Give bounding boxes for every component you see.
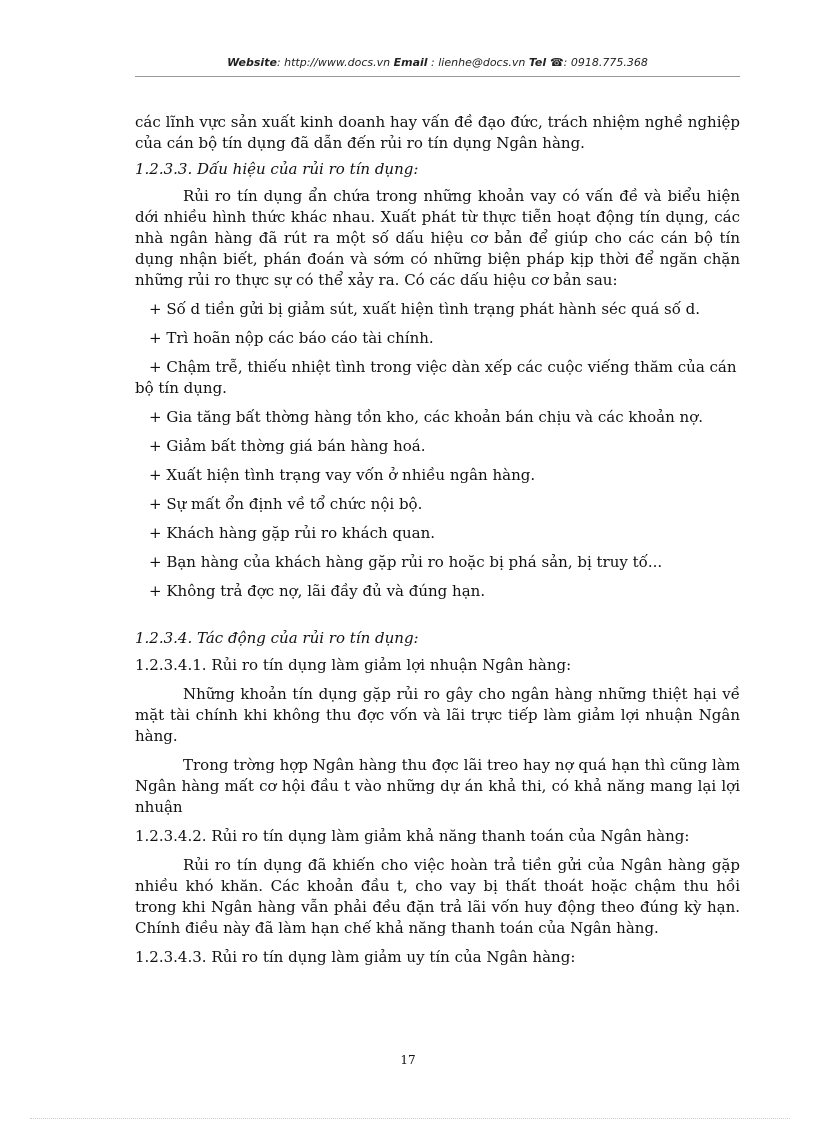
bullet-item: + Sự mất ổn định về tổ chức nội bộ. (149, 495, 423, 513)
header-divider (135, 76, 740, 77)
bullet-item: + Chậm trễ, thiếu nhiệt tình trong việc dàn xếp các cuộc viếng thăm của cán bộ tín dụng. (135, 358, 737, 397)
email-label: Email (393, 56, 428, 69)
email-value: : lienhe@docs.vn (431, 56, 526, 69)
bottom-divider (30, 1118, 790, 1119)
paragraph-continued: các lĩnh vực sản xuất kinh doanh hay vấn đề đạo đức, trách nhiệm nghề nghiệp của cán bộ tín dụng đã dẫn đến rủi ro tín dụng Ngân hàng. (135, 113, 740, 152)
paragraph-opportunity-cost: Trong trờng hợp Ngân hàng thu đợc lãi treo hay nợ quá hạn thì cũng làm Ngân hàng mất cơ hội đầu t vào những dự án khả thi, có khả năng mang lại lợi nhuận (135, 756, 740, 816)
tel-value: : 0918.775.368 (563, 56, 648, 69)
bullet-item: + Không trả đợc nợ, lãi đầy đủ và đúng hạn. (149, 582, 486, 600)
heading-1-2-3-3: 1.2.3.3. Dấu hiệu của rủi ro tín dụng: (135, 160, 419, 178)
document-body (135, 112, 740, 968)
paragraph-profit-loss: Những khoản tín dụng gặp rủi ro gây cho ngân hàng những thiệt hại về mặt tài chính khi không thu đợc vốn và lãi trực tiếp làm giảm lợi nhuận Ngân hàng. (135, 685, 740, 745)
paragraph-liquidity: Rủi ro tín dụng đã khiến cho việc hoàn trả tiền gửi của Ngân hàng gặp nhiều khó khăn. Các khoản đầu t, cho vay bị thất thoát hoặc chậm thu hồi trong khi Ngân hàng vẫn phải đều đặn trả lãi vốn huy động theo đúng kỳ hạn. Chính điều này đã làm hạn chế khả năng thanh toán của Ngân hàng. (135, 856, 740, 937)
subheading-1-2-3-4-1: 1.2.3.4.1. Rủi ro tín dụng làm giảm lợi nhuận Ngân hàng: (135, 656, 572, 674)
bullet-item: + Trì hoãn nộp các báo cáo tài chính. (149, 329, 434, 347)
page-header (135, 56, 740, 69)
bullet-item: + Số d tiền gửi bị giảm sút, xuất hiện tình trạng phát hành séc quá số d. (149, 300, 701, 318)
bullet-item: + Giảm bất thờng giá bán hàng hoá. (149, 437, 426, 455)
website-value: : http://www.docs.vn (276, 56, 391, 69)
page-number: 17 (400, 1053, 416, 1067)
bullet-item: + Khách hàng gặp rủi ro khách quan. (149, 524, 436, 542)
bullet-item: + Bạn hàng của khách hàng gặp rủi ro hoặc bị phá sản, bị truy tố... (149, 553, 663, 571)
subheading-1-2-3-4-2: 1.2.3.4.2. Rủi ro tín dụng làm giảm khả năng thanh toán của Ngân hàng: (135, 827, 690, 845)
tel-label: Tel ☎ (528, 56, 564, 69)
subheading-1-2-3-4-3: 1.2.3.4.3. Rủi ro tín dụng làm giảm uy tín của Ngân hàng: (135, 948, 576, 966)
heading-1-2-3-4: 1.2.3.4. Tác động của rủi ro tín dụng: (135, 629, 419, 647)
bullet-item: + Xuất hiện tình trạng vay vốn ở nhiều ngân hàng. (149, 466, 536, 484)
paragraph-signs: Rủi ro tín dụng ẩn chứa trong những khoản vay có vấn đề và biểu hiện dới nhiều hình thức khác nhau. Xuất phát từ thực tiễn hoạt động tín dụng, các nhà ngân hàng đã rút ra một số dấu hiệu cơ bản để giúp cho các cán bộ tín dụng nhận biết, phán đoán và sớm có những biện pháp kịp thời để ngăn chặn những rủi ro thực sự có thể xảy ra. Có các dấu hiệu cơ bản sau: (135, 187, 740, 289)
bullet-item: + Gia tăng bất thờng hàng tồn kho, các khoản bán chịu và các khoản nợ. (149, 408, 703, 426)
website-label: Website (227, 56, 277, 69)
